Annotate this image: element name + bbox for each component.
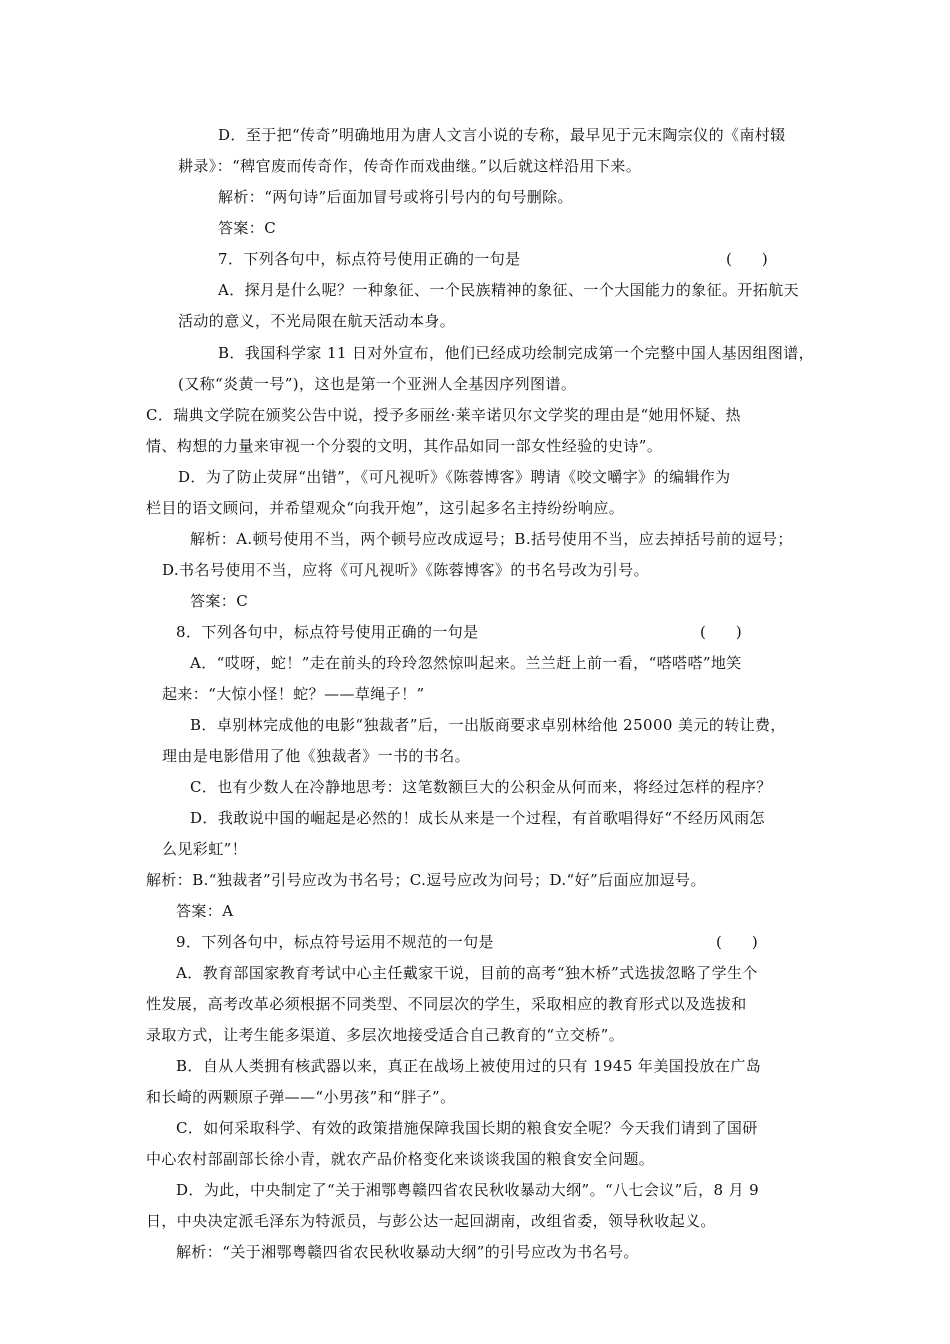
q8-option-c: C．也有少数人在冷静地思考：这笔数额巨大的公积金从何而来，将经过怎样的程序？ bbox=[190, 778, 772, 796]
q9-option-d-line1: D．为此，中央制定了“关于湘鄂粤赣四省农民秋收暴动大纲”。“八七会议”后，8 月 9 bbox=[176, 1181, 760, 1199]
q6-option-d-line1: D．至于把“传奇”明确地用为唐人文言小说的专称，最早见于元末陶宗仪的《南村辍 bbox=[218, 126, 786, 144]
q9-option-a-line1: A．教育部国家教育考试中心主任戴家干说，目前的高考“独木桥”式选拔忽略了学生个 bbox=[176, 964, 758, 982]
q8-answer: 答案：A bbox=[176, 902, 234, 920]
q9-option-a-line2: 性发展，高考改革必须根据不同类型、不同层次的学生，采取相应的教育形式以及选拔和 bbox=[146, 995, 747, 1013]
q7-option-d-line1: D．为了防止荧屏“出错”，《可凡视听》《陈蓉博客》聘请《咬文嚼字》的编辑作为 bbox=[178, 468, 731, 486]
q6-answer: 答案：C bbox=[218, 219, 277, 237]
q7-analysis-line1: 解析：A.顿号使用不当，两个顿号应改成逗号；B.括号使用不当，应去掉括号前的逗号； bbox=[190, 530, 793, 548]
q7-option-a-line1: A．探月是什么呢？一种象征、一个民族精神的象征、一个大国能力的象征。开拓航天 bbox=[218, 281, 800, 299]
q7-stem: 7．下列各句中，标点符号使用正确的一句是 bbox=[218, 250, 521, 268]
q7-answer: 答案：C bbox=[190, 592, 249, 610]
q7-option-b-line2: (又称“炎黄一号”)，这也是第一个亚洲人全基因序列图谱。 bbox=[178, 375, 577, 393]
q9-option-b-line1: B．自从人类拥有核武器以来，真正在战场上被使用过的只有 1945 年美国投放在广岛 bbox=[176, 1057, 762, 1075]
q7-answer-blank: ( ) bbox=[726, 250, 768, 268]
q8-option-d-line2: 么见彩虹”！ bbox=[162, 840, 248, 858]
q6-option-d-line2: 耕录》：“稗官废而传奇作，传奇作而戏曲继。”以后就这样沿用下来。 bbox=[178, 157, 642, 175]
q7-analysis-line2: D.书名号使用不当，应将《可凡视听》《陈蓉博客》的书名号改为引号。 bbox=[162, 561, 649, 579]
q9-option-d-line2: 日，中央决定派毛泽东为特派员，与彭公达一起回湖南，改组省委，领导秋收起义。 bbox=[146, 1212, 716, 1230]
q9-option-b-line2: 和长崎的两颗原子弹——“小男孩”和“胖子”。 bbox=[146, 1088, 456, 1106]
q8-answer-blank: ( ) bbox=[700, 623, 742, 641]
q7-option-a-line2: 活动的意义，不光局限在航天活动本身。 bbox=[178, 312, 456, 330]
q8-option-a-line2: 起来：“大惊小怪！蛇？——草绳子！” bbox=[162, 685, 425, 703]
q7-option-b-line1: B．我国科学家 11 日对外宣布，他们已经成功绘制完成第一个完整中国人基因组图谱， bbox=[218, 344, 815, 362]
q8-analysis: 解析：B.“独裁者”引号应改为书名号；C.逗号应改为问号；D.“好”后面应加逗号。 bbox=[146, 871, 706, 889]
q7-option-d-line2: 栏目的语文顾问，并希望观众“向我开炮”，这引起多名主持纷纷响应。 bbox=[146, 499, 625, 517]
q8-option-b-line1: B．卓别林完成他的电影“独裁者”后，一出版商要求卓别林给他 25000 美元的转让费， bbox=[190, 716, 786, 734]
q9-answer-blank: ( ) bbox=[716, 933, 758, 951]
q9-option-c-line1: C．如何采取科学、有效的政策措施保障我国长期的粮食安全呢？今天我们请到了国研 bbox=[176, 1119, 758, 1137]
q7-option-c-line1: C．瑞典文学院在颁奖公告中说，授予多丽丝·莱辛诺贝尔文学奖的理由是“她用怀疑、热 bbox=[146, 406, 741, 424]
q6-analysis: 解析：“两句诗”后面加冒号或将引号内的句号删除。 bbox=[218, 188, 573, 206]
q9-option-a-line3: 录取方式，让考生能多渠道、多层次地接受适合自己教育的“立交桥”。 bbox=[146, 1026, 625, 1044]
q8-option-a-line1: A．“哎呀，蛇！”走在前头的玲玲忽然惊叫起来。兰兰赶上前一看，“嗒嗒嗒”地笑 bbox=[190, 654, 742, 672]
q8-stem: 8．下列各句中，标点符号使用正确的一句是 bbox=[176, 623, 479, 641]
q7-option-c-line2: 情、构想的力量来审视一个分裂的文明，其作品如同一部女性经验的史诗”。 bbox=[146, 437, 663, 455]
q8-option-b-line2: 理由是电影借用了他《独裁者》一书的书名。 bbox=[162, 747, 471, 765]
q9-analysis: 解析：“关于湘鄂粤赣四省农民秋收暴动大纲”的引号应改为书名号。 bbox=[176, 1243, 639, 1261]
q8-option-d-line1: D．我敢说中国的崛起是必然的！成长从来是一个过程，有首歌唱得好“不经历风雨怎 bbox=[190, 809, 765, 827]
q9-stem: 9．下列各句中，标点符号运用不规范的一句是 bbox=[176, 933, 494, 951]
q9-option-c-line2: 中心农村部副部长徐小青，就农产品价格变化来谈谈我国的粮食安全问题。 bbox=[146, 1150, 655, 1168]
